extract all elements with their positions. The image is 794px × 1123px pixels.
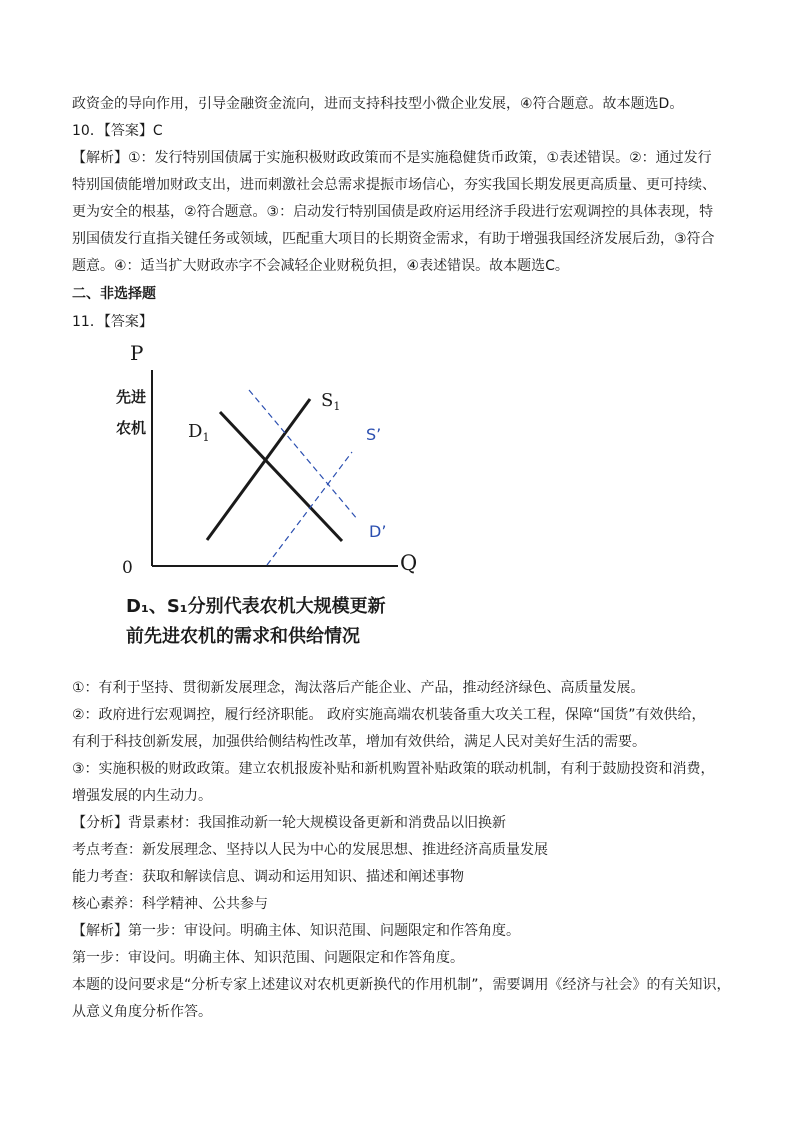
demand-curve-d1 <box>220 412 342 541</box>
figure-caption-2: 前先进农机的需求和供给情况 <box>126 626 360 647</box>
y-axis-label: P <box>130 341 144 365</box>
analysis-10-line-3: 更为安全的根基，②符合题意。③：启动发行特别国债是政府运用经济手段进行宏观调控的具体表现，特 <box>72 204 714 220</box>
answer-9-tail: 政资金的导向作用，引导金融资金流向，进而支持科技型小微企业发展，④符合题意。故本题选D。 <box>72 96 684 112</box>
point-2-line-1: ②：政府进行宏观调控，履行经济职能。 政府实施高端农机装备重大攻关工程，保障“国货”有效供给， <box>72 707 706 723</box>
analysis-10-line-5: 题意。④：适当扩大财政赤字不会减轻企业财税负担，④表述错误。故本题选C。 <box>72 258 569 274</box>
s1-label: $S_1$ <box>321 390 341 413</box>
origin-label: 0 <box>122 558 133 578</box>
supply-curve-s-prime <box>267 452 352 565</box>
d-prime-label: D’ <box>369 522 387 541</box>
analysis-ability: 能力考查：获取和解读信息、调动和运用知识、描述和阐述事物 <box>72 869 464 885</box>
point-3-line-1: ③：实施积极的财政政策。建立农机报废补贴和新机购置补贴政策的联动机制，有利于鼓励投资和消费， <box>72 761 715 777</box>
answer-10-label: 10．【答案】C <box>72 123 163 139</box>
analysis-10-line-1: 【解析】①：发行特别国债属于实施积极财政政策而不是实施稳健货币政策，①表述错误。②：通过发行 <box>72 150 712 166</box>
y-axis-desc-2: 农机 <box>116 419 147 437</box>
analysis-literacy: 核心素养：科学精神、公共参与 <box>72 896 268 912</box>
analysis-10-line-4: 别国债发行直指关键任务或领域，匹配重大项目的长期资金需求，有助于增强我国经济发展后劲，③符合 <box>72 231 715 247</box>
x-axis-label: Q <box>400 551 418 575</box>
y-axis-desc-1: 先进 <box>116 388 147 406</box>
solution-step-1: 【解析】第一步：审设问。明确主体、知识范围、问题限定和作答角度。 <box>72 923 520 939</box>
question-requirement-line-2: 从意义角度分析作答。 <box>72 1004 212 1020</box>
question-requirement-line-1: 本题的设问要求是“分析专家上述建议对农机更新换代的作用机制”，需要调用《经济与社会》的有关知识， <box>72 977 731 993</box>
analysis-10-line-2: 特别国债能增加财政支出，进而刺激社会总需求提振市场信心，夯实我国长期发展更高质量、更可持续、 <box>72 177 716 193</box>
answer-11-label: 11．【答案】 <box>72 314 153 330</box>
s-prime-label: S’ <box>366 425 382 444</box>
supply-demand-diagram <box>112 340 432 660</box>
point-3-line-2: 增强发展的内生动力。 <box>72 788 212 804</box>
solution-step-1-repeat: 第一步：审设问。明确主体、知识范围、问题限定和作答角度。 <box>72 950 464 966</box>
point-2-line-2: 有利于科技创新发展，加强供给侧结构性改革，增加有效供给，满足人民对美好生活的需要。 <box>72 734 646 750</box>
analysis-knowledge: 考点考查：新发展理念、坚持以人民为中心的发展思想、推进经济高质量发展 <box>72 842 548 858</box>
analysis-background: 【分析】背景素材：我国推动新一轮大规模设备更新和消费品以旧换新 <box>72 815 506 831</box>
section-heading: 二、非选择题 <box>72 286 156 302</box>
supply-curve-s1 <box>207 399 310 540</box>
d1-label: $D_1$ <box>188 421 210 444</box>
figure-caption-1: D₁、S₁分别代表农机大规模更新 <box>126 596 386 617</box>
point-1: ①：有利于坚持、贯彻新发展理念，淘汰落后产能企业、产品，推动经济绿色、高质量发展。 <box>72 680 645 696</box>
